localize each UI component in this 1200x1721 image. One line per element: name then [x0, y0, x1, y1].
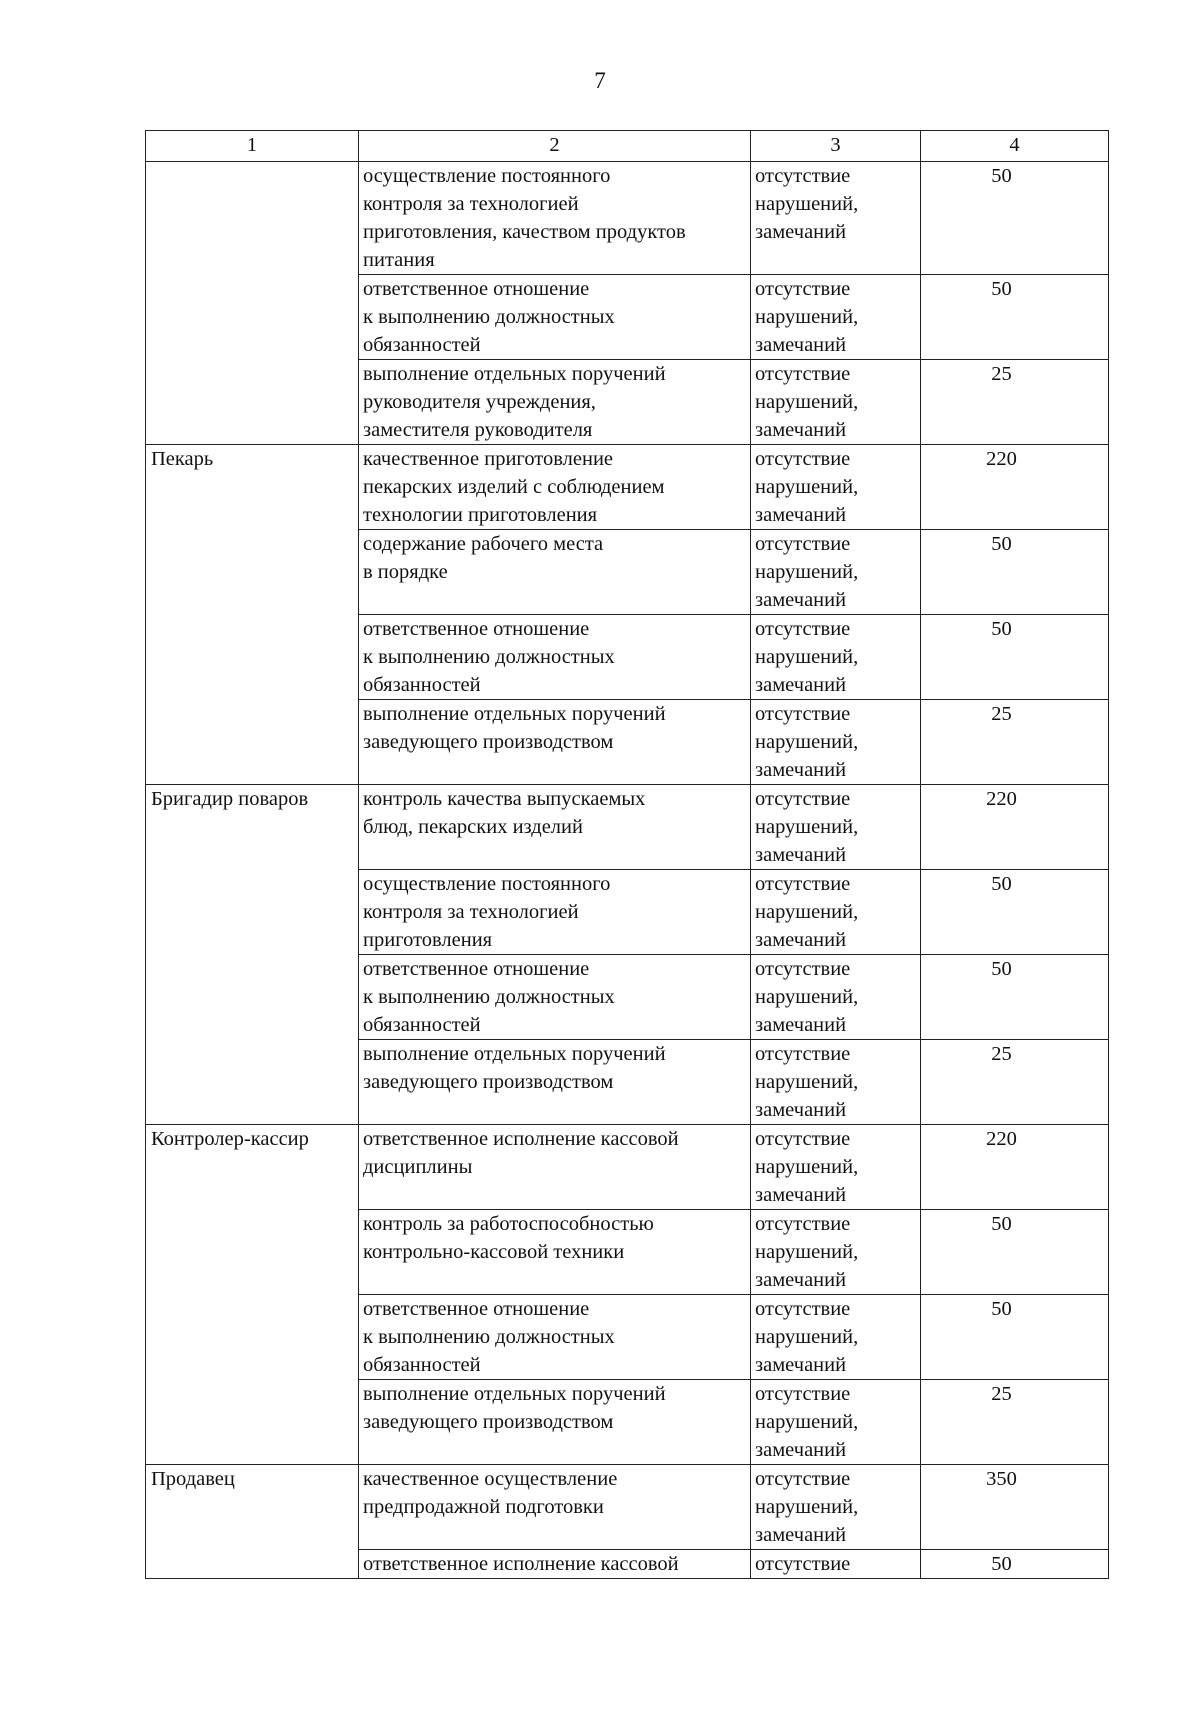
condition-line: нарушений, — [755, 816, 859, 838]
criterion-line: приготовления — [363, 929, 493, 951]
position-cell: Пекарь — [146, 445, 359, 785]
points-cell: 50 — [921, 615, 1109, 700]
criterion-line: заведующего производством — [363, 731, 614, 753]
criterion-line: заведующего производством — [363, 1071, 614, 1093]
condition-line: замечаний — [755, 1439, 847, 1461]
condition-line: отсутствие — [755, 703, 851, 725]
criterion-line: блюд, пекарских изделий — [363, 816, 583, 838]
table-row — [146, 785, 1109, 870]
condition-line: отсутствие — [755, 1553, 851, 1575]
column-header-1: 1 — [146, 131, 359, 162]
criterion-cell — [359, 162, 751, 275]
condition-cell — [751, 955, 921, 1040]
condition-line: замечаний — [755, 504, 847, 526]
criterion-line: к выполнению должностных — [363, 1326, 615, 1348]
condition-cell — [751, 530, 921, 615]
criterion-line: осуществление постоянного — [363, 165, 611, 187]
condition-line: отсутствие — [755, 1383, 851, 1405]
condition-line: отсутствие — [755, 1298, 851, 1320]
condition-line: замечаний — [755, 334, 847, 356]
condition-line: нарушений, — [755, 193, 859, 215]
criterion-line: ответственное исполнение кассовой — [363, 1553, 679, 1575]
criterion-line: ответственное отношение — [363, 278, 590, 300]
condition-cell — [751, 1550, 921, 1579]
condition-line: замечаний — [755, 1524, 847, 1546]
condition-line: замечаний — [755, 419, 847, 441]
criterion-cell — [359, 1295, 751, 1380]
criterion-line: предпродажной подготовки — [363, 1496, 604, 1518]
condition-line: замечаний — [755, 1184, 847, 1206]
points-cell: 25 — [921, 700, 1109, 785]
criterion-line: контроля за технологией — [363, 901, 579, 923]
table-row — [146, 445, 1109, 530]
criterion-cell — [359, 870, 751, 955]
criterion-cell — [359, 1125, 751, 1210]
points-cell: 50 — [921, 870, 1109, 955]
criterion-line: осуществление постоянного — [363, 873, 611, 895]
criterion-line: руководителя учреждения, — [363, 391, 596, 413]
criterion-line: контроль за работоспособностью — [363, 1213, 654, 1235]
points-cell: 220 — [921, 1125, 1109, 1210]
criterion-line: ответственное исполнение кассовой — [363, 1128, 679, 1150]
criterion-line: ответственное отношение — [363, 1298, 590, 1320]
condition-line: замечаний — [755, 674, 847, 696]
criterion-line: к выполнению должностных — [363, 646, 615, 668]
condition-line: нарушений, — [755, 1326, 859, 1348]
criterion-line: качественное осуществление — [363, 1468, 618, 1490]
condition-cell — [751, 615, 921, 700]
criterion-line: заместителя руководителя — [363, 419, 593, 441]
points-cell: 25 — [921, 360, 1109, 445]
condition-line: нарушений, — [755, 986, 859, 1008]
bonus-criteria-table — [145, 130, 1109, 1579]
condition-line: замечаний — [755, 1099, 847, 1121]
points-cell: 220 — [921, 445, 1109, 530]
condition-line: отсутствие — [755, 618, 851, 640]
condition-line: нарушений, — [755, 901, 859, 923]
condition-cell — [751, 1210, 921, 1295]
criterion-line: питания — [363, 249, 435, 271]
table-body — [146, 162, 1109, 1579]
column-header-4: 4 — [921, 131, 1109, 162]
table-row — [146, 1125, 1109, 1210]
condition-line: отсутствие — [755, 1213, 851, 1235]
criterion-line: контроль качества выпускаемых — [363, 788, 646, 810]
criterion-cell — [359, 955, 751, 1040]
condition-cell — [751, 1295, 921, 1380]
criterion-cell — [359, 1550, 751, 1579]
condition-line: отсутствие — [755, 363, 851, 385]
criterion-cell — [359, 1380, 751, 1465]
condition-line: нарушений, — [755, 391, 859, 413]
points-cell: 220 — [921, 785, 1109, 870]
criterion-cell — [359, 445, 751, 530]
criterion-line: технологии приготовления — [363, 504, 598, 526]
condition-line: отсутствие — [755, 448, 851, 470]
table-row — [146, 1465, 1109, 1550]
condition-line: замечаний — [755, 844, 847, 866]
condition-line: нарушений, — [755, 561, 859, 583]
points-cell: 350 — [921, 1465, 1109, 1550]
condition-cell — [751, 360, 921, 445]
criterion-line: выполнение отдельных поручений — [363, 703, 666, 725]
condition-line: отсутствие — [755, 958, 851, 980]
points-cell: 25 — [921, 1040, 1109, 1125]
criterion-line: контрольно-кассовой техники — [363, 1241, 625, 1263]
condition-cell — [751, 445, 921, 530]
criterion-cell — [359, 785, 751, 870]
criterion-cell — [359, 615, 751, 700]
criterion-cell — [359, 1040, 751, 1125]
condition-line: нарушений, — [755, 1071, 859, 1093]
criterion-cell — [359, 1210, 751, 1295]
criterion-cell — [359, 530, 751, 615]
condition-line: отсутствие — [755, 788, 851, 810]
criterion-line: дисциплины — [363, 1156, 473, 1178]
criterion-line: обязанностей — [363, 334, 481, 356]
criterion-line: в порядке — [363, 561, 448, 583]
condition-cell — [751, 1465, 921, 1550]
points-cell: 50 — [921, 275, 1109, 360]
points-cell: 50 — [921, 955, 1109, 1040]
criterion-line: к выполнению должностных — [363, 306, 615, 328]
criterion-line: ответственное отношение — [363, 958, 590, 980]
points-cell: 50 — [921, 1295, 1109, 1380]
condition-line: нарушений, — [755, 1241, 859, 1263]
condition-cell — [751, 700, 921, 785]
condition-line: нарушений, — [755, 1156, 859, 1178]
points-cell: 50 — [921, 162, 1109, 275]
condition-line: нарушений, — [755, 1411, 859, 1433]
condition-line: отсутствие — [755, 278, 851, 300]
condition-line: отсутствие — [755, 1468, 851, 1490]
condition-line: отсутствие — [755, 873, 851, 895]
criterion-line: выполнение отдельных поручений — [363, 1383, 666, 1405]
criterion-cell — [359, 700, 751, 785]
condition-cell — [751, 1380, 921, 1465]
criterion-line: выполнение отдельных поручений — [363, 1043, 666, 1065]
position-cell — [146, 162, 359, 445]
condition-line: замечаний — [755, 929, 847, 951]
condition-cell — [751, 1125, 921, 1210]
criterion-line: к выполнению должностных — [363, 986, 615, 1008]
points-cell: 50 — [921, 530, 1109, 615]
criterion-line: содержание рабочего места — [363, 533, 604, 555]
condition-line: нарушений, — [755, 476, 859, 498]
criterion-line: приготовления, качеством продуктов — [363, 221, 686, 243]
position-cell: Бригадир поваров — [146, 785, 359, 1125]
criterion-line: ответственное отношение — [363, 618, 590, 640]
condition-cell — [751, 785, 921, 870]
criterion-line: обязанностей — [363, 1354, 481, 1376]
criterion-line: контроля за технологией — [363, 193, 579, 215]
condition-line: нарушений, — [755, 1496, 859, 1518]
criterion-line: заведующего производством — [363, 1411, 614, 1433]
condition-line: отсутствие — [755, 533, 851, 555]
condition-cell — [751, 1040, 921, 1125]
condition-line: нарушений, — [755, 731, 859, 753]
criterion-line: пекарских изделий с соблюдением — [363, 476, 665, 498]
condition-line: отсутствие — [755, 1128, 851, 1150]
condition-cell — [751, 870, 921, 955]
condition-line: замечаний — [755, 589, 847, 611]
position-cell: Продавец — [146, 1465, 359, 1579]
column-header-2: 2 — [359, 131, 751, 162]
position-cell: Контролер-кассир — [146, 1125, 359, 1465]
table-row — [146, 162, 1109, 275]
page-number: 7 — [594, 68, 606, 93]
condition-line: замечаний — [755, 1269, 847, 1291]
condition-cell — [751, 162, 921, 275]
criterion-line: обязанностей — [363, 1014, 481, 1036]
condition-line: замечаний — [755, 221, 847, 243]
points-cell: 50 — [921, 1210, 1109, 1295]
condition-cell — [751, 275, 921, 360]
condition-line: нарушений, — [755, 646, 859, 668]
criterion-cell — [359, 360, 751, 445]
criterion-line: выполнение отдельных поручений — [363, 363, 666, 385]
condition-line: отсутствие — [755, 165, 851, 187]
condition-line: замечаний — [755, 1014, 847, 1036]
criterion-cell — [359, 275, 751, 360]
criterion-line: обязанностей — [363, 674, 481, 696]
condition-line: замечаний — [755, 759, 847, 781]
condition-line: отсутствие — [755, 1043, 851, 1065]
column-header-3: 3 — [751, 131, 921, 162]
criterion-cell — [359, 1465, 751, 1550]
points-cell: 50 — [921, 1550, 1109, 1579]
table-header-row — [146, 131, 1109, 162]
criterion-line: качественное приготовление — [363, 448, 614, 470]
points-cell: 25 — [921, 1380, 1109, 1465]
condition-line: замечаний — [755, 1354, 847, 1376]
condition-line: нарушений, — [755, 306, 859, 328]
